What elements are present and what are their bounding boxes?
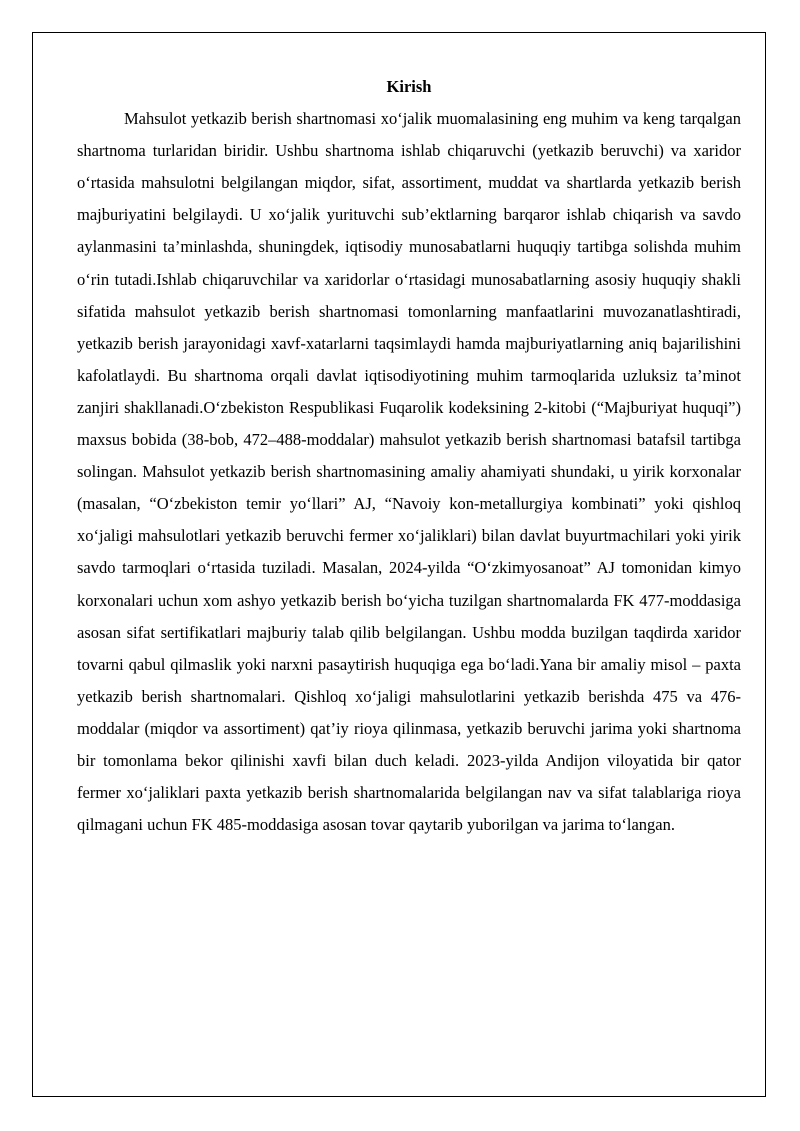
section-title: Kirish [386,77,432,96]
page-content [77,71,741,841]
body-paragraph: Mahsulot yetkazib berish shartnomasi xo‘jalik muomalasining eng muhim va keng tarqalgan shartnoma turlaridan biridir. Ushbu shartnoma ishlab chiqaruvchi (yetkazib beruvchi) va xaridor o‘rtasida mahsulotni belgilangan miqdor, sifat, assortiment, muddat va shartlarda yetkazib berish majburiyatini belgilaydi. U xo‘jalik yurituvchi sub’ektlarning barqaror ishlab chiqarish va savdo aylanmasini ta’minlashda, shuningdek, iqtisodiy munosabatlarni huquqiy tartibga solishda muhim o‘rin tutadi.Ishlab chiqaruvchilar va xaridorlar o‘rtasidagi munosabatlarning asosiy huquqiy shakli sifatida mahsulot yetkazib berish shartnomasi tomonlarning manfaatlarini muvozanatlashtiradi, yetkazib berish jarayonidagi xavf-xatarlarni taqsimlaydi hamda majburiyatlarning aniq bajarilishini kafolatlaydi. Bu shartnoma orqali davlat iqtisodiyotining muhim tarmoqlarida uzluksiz ta’minot zanjiri shakllanadi.O‘zbekiston Respublikasi Fuqarolik kodeksining 2-kitobi (“Majburiyat huquqi”) maxsus bobida (38-bob, 472–488-moddalar) mahsulot yetkazib berish shartnomasi batafsil tartibga solingan. Mahsulot yetkazib berish shartnomasining amaliy ahamiyati shundaki, u yirik korxonalar (masalan, “O‘zbekiston temir yo‘llari” AJ, “Navoiy kon-metallurgiya kombinati” yoki qishloq xo‘jaligi mahsulotlari yetkazib beruvchi fermer xo‘jaliklari) bilan davlat buyurtmachilari yoki yirik savdo tarmoqlari o‘rtasida tuziladi. Masalan, 2024-yilda “O‘zkimyosanoat” AJ tomonidan kimyo korxonalari uchun xom ashyo yetkazib berish bo‘yicha tuzilgan shartnomalarda FK 477-moddasiga asosan sifat sertifikatlari majburiy talab qilib belgilangan. Ushbu modda buzilgan taqdirda xaridor tovarni qabul qilmaslik yoki narxni pasaytirish huquqiga ega bo‘ladi.Yana bir amaliy misol – paxta yetkazib berish shartnomalari. Qishloq xo‘jaligi mahsulotlarini yetkazib berishda 475 va 476-moddalar (miqdor va assortiment) qat’iy rioya qilinmasa, yetkazib beruvchi jarima yoki shartnoma bir tomonlama bekor qilinishi xavfi bilan duch keladi. 2023-yilda Andijon viloyatida bir qator fermer xo‘jaliklari paxta yetkazib berish shartnomalarida belgilangan nav va sifat talablariga rioya qilmagani uchun FK 485-moddasiga asosan tovar qaytarib yuborilgan va jarima to‘langan. [77,109,741,835]
